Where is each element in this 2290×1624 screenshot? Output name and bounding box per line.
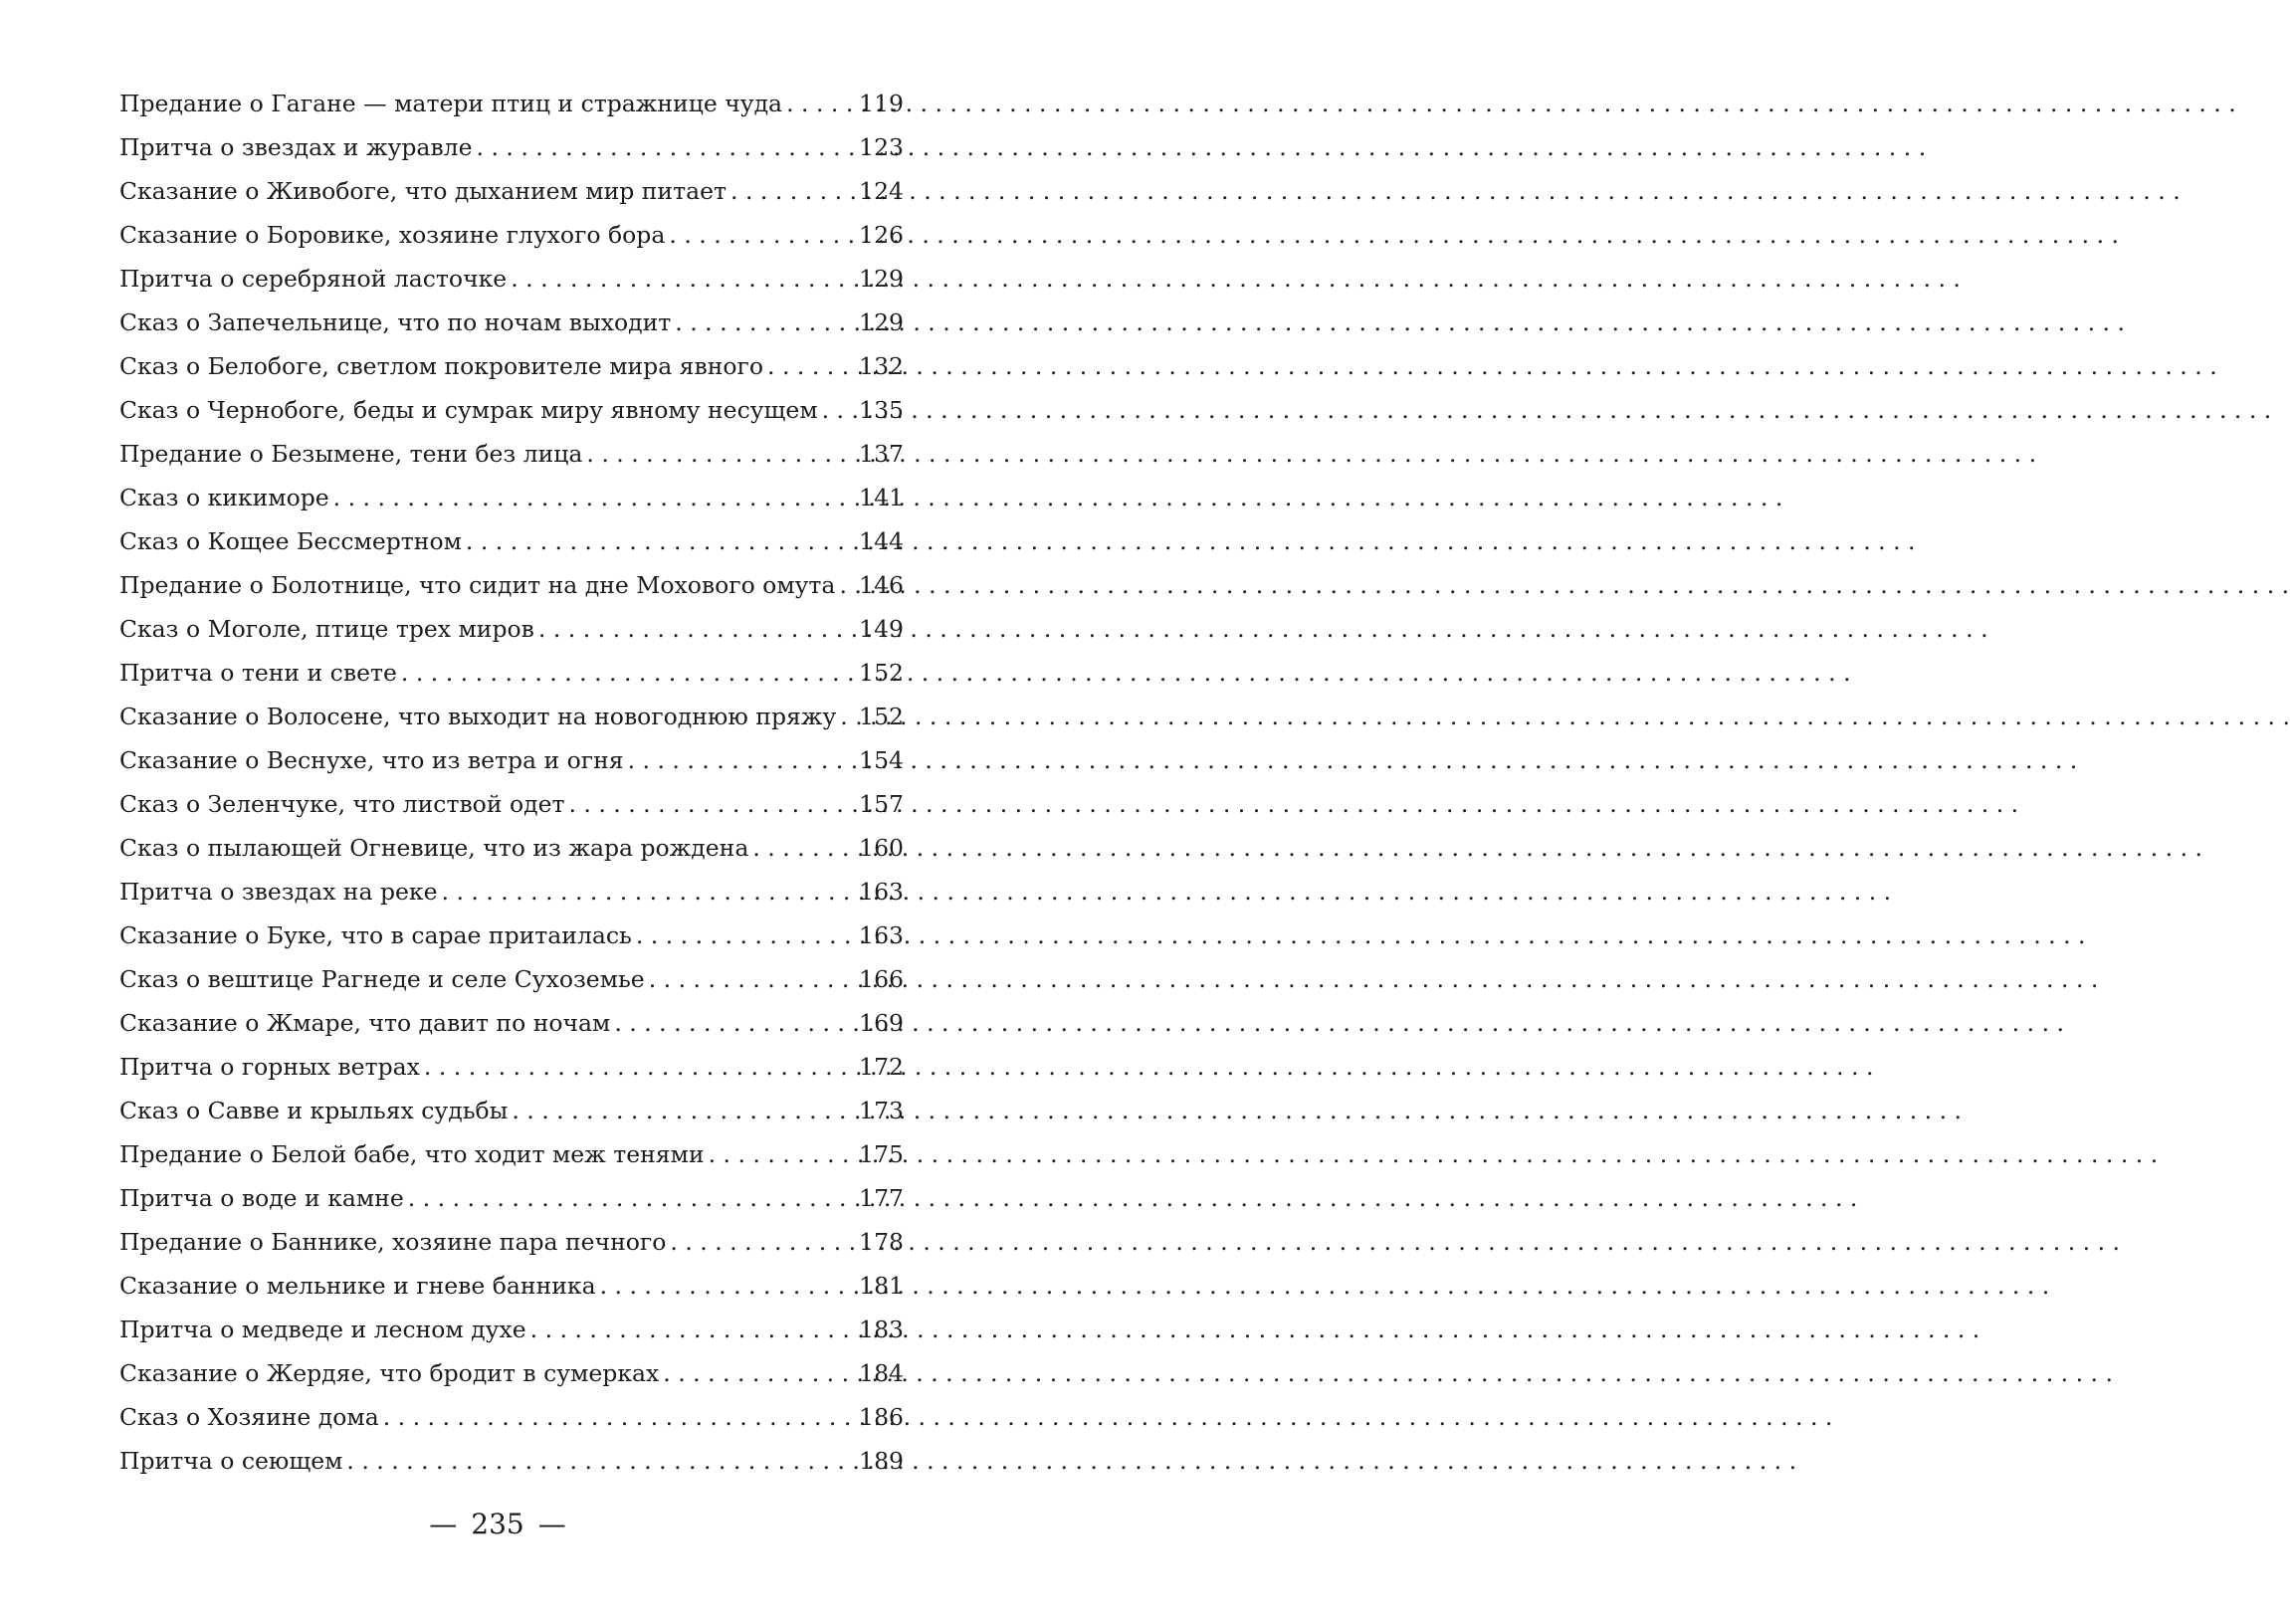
dot-leader xyxy=(748,826,859,870)
toc-entry[interactable] xyxy=(119,388,904,432)
toc-entry-title: Предание о Белой бабе, что ходит меж тенями xyxy=(119,1140,705,1168)
dot-leader xyxy=(342,1439,859,1483)
toc-entry[interactable] xyxy=(119,1308,904,1351)
toc-entry[interactable] xyxy=(119,1351,904,1395)
toc-entry-page-number: 177 xyxy=(859,1184,904,1212)
toc-entry-page-number: 172 xyxy=(859,1053,904,1081)
toc-entry-title: Сказ о Кощее Бессмертном xyxy=(119,527,462,555)
toc-entry-page-number: 160 xyxy=(859,834,904,862)
dot-leader xyxy=(624,738,860,782)
toc-entry[interactable] xyxy=(119,476,904,519)
dot-leader xyxy=(379,1395,859,1439)
toc-entry-page-number: 186 xyxy=(859,1403,904,1431)
toc-entry-page-number: 181 xyxy=(859,1272,904,1300)
toc-entry[interactable] xyxy=(119,82,904,125)
dot-leader xyxy=(665,213,859,257)
dot-leader xyxy=(727,169,859,213)
toc-entry-page-number: 154 xyxy=(859,746,904,774)
toc-entry-page-number: 184 xyxy=(859,1359,904,1387)
toc-entry-page-number: 163 xyxy=(859,921,904,949)
toc-entry[interactable] xyxy=(119,695,904,738)
dot-leader xyxy=(534,607,859,651)
toc-entry-title: Притча о тени и свете xyxy=(119,659,397,687)
dot-leader xyxy=(632,914,859,957)
toc-entry-page-number: 175 xyxy=(859,1140,904,1168)
toc-entry[interactable] xyxy=(119,432,904,476)
dot-leader xyxy=(564,782,859,826)
toc-entry-title: Сказ о Савве и крыльях судьбы xyxy=(119,1097,509,1124)
toc-entry-title: Сказ о Чернобоге, беды и сумрак миру явному несущем xyxy=(119,396,818,424)
toc-entry[interactable] xyxy=(119,301,904,344)
toc-entry[interactable] xyxy=(119,563,904,607)
toc-entry-page-number: 146 xyxy=(859,571,904,599)
toc-entry-page-number: 129 xyxy=(859,265,904,293)
toc-entry-title: Сказ о Белобоге, светлом покровителе мира явного xyxy=(119,352,764,380)
toc-entry-page-number: 189 xyxy=(859,1447,904,1475)
toc-entry[interactable] xyxy=(119,1001,904,1045)
toc-entry[interactable] xyxy=(119,1220,904,1264)
toc-entry-title: Притча о медведе и лесном духе xyxy=(119,1316,526,1343)
dot-leader xyxy=(666,1220,859,1264)
toc-entry[interactable] xyxy=(119,607,904,651)
dot-leader xyxy=(596,1264,860,1308)
folio-dash-left: — xyxy=(429,1508,458,1540)
dot-leader xyxy=(659,1351,859,1395)
toc-entry[interactable] xyxy=(119,1264,904,1308)
toc-entry[interactable] xyxy=(119,782,904,826)
dot-leader xyxy=(610,1001,859,1045)
toc-entry-page-number: 163 xyxy=(859,878,904,906)
dot-leader xyxy=(705,1132,860,1176)
toc-entry-title: Предание о Болотнице, что сидит на дне Мохового омута xyxy=(119,571,836,599)
toc-entry-title: Сказ о Хозяине дома xyxy=(119,1403,379,1431)
toc-entry-page-number: 124 xyxy=(859,177,904,205)
dot-leader xyxy=(671,301,859,344)
toc-entry[interactable] xyxy=(119,344,904,388)
toc-entry-page-number: 126 xyxy=(859,221,904,249)
dot-leader xyxy=(818,388,860,432)
toc-entry[interactable] xyxy=(119,651,904,695)
toc-entry-title: Притча о воде и камне xyxy=(119,1184,404,1212)
dot-leader xyxy=(420,1045,859,1089)
toc-entry[interactable] xyxy=(119,870,904,914)
toc-entry-title: Сказ о кикиморе xyxy=(119,484,329,511)
dot-leader xyxy=(473,125,860,169)
toc-entry-title: Сказание о Жмаре, что давит по ночам xyxy=(119,1009,611,1037)
toc-entry-page-number: 166 xyxy=(859,965,904,993)
toc-entry-title: Сказание о мельнике и гневе банника xyxy=(119,1272,596,1300)
toc-entry-page-number: 123 xyxy=(859,133,904,161)
toc-entry[interactable] xyxy=(119,1176,904,1220)
dot-leader xyxy=(329,476,859,519)
dot-leader xyxy=(508,1089,859,1132)
dot-leader xyxy=(438,870,860,914)
toc-entry-title: Сказ о Запечельнице, что по ночам выходит xyxy=(119,308,672,336)
toc-entry-page-number: 149 xyxy=(859,615,904,643)
dot-leader xyxy=(404,1176,859,1220)
toc-entry[interactable] xyxy=(119,125,904,169)
dot-leader xyxy=(582,432,859,476)
toc-entry[interactable] xyxy=(119,169,904,213)
toc-entry-title: Сказание о Живобоге, что дыханием мир питает xyxy=(119,177,728,205)
dot-leader xyxy=(836,695,859,738)
dot-leader xyxy=(782,82,859,125)
toc-entry-page-number: 157 xyxy=(859,790,904,818)
folio-dash-right: — xyxy=(537,1508,566,1540)
toc-entry-title: Сказание о Жердяе, что бродит в сумерках xyxy=(119,1359,660,1387)
toc-entry[interactable] xyxy=(119,1395,904,1439)
toc-entry[interactable] xyxy=(119,1132,904,1176)
toc-entry[interactable] xyxy=(119,957,904,1001)
toc-entry-title: Предание о Гагане — матери птиц и стражнице чуда xyxy=(119,90,783,117)
toc-entry-title: Сказ о вештице Рагнеде и селе Сухоземье xyxy=(119,965,645,993)
toc-entry[interactable] xyxy=(119,213,904,257)
toc-entry-page-number: 144 xyxy=(859,527,904,555)
dot-leader xyxy=(526,1308,860,1351)
table-of-contents xyxy=(119,82,904,1483)
toc-entry-page-number: 135 xyxy=(859,396,904,424)
toc-entry-title: Притча о горных ветрах xyxy=(119,1053,420,1081)
toc-entry-title: Сказ о пылающей Огневице, что из жара рождена xyxy=(119,834,749,862)
toc-entry[interactable] xyxy=(119,1089,904,1132)
dot-leader xyxy=(835,563,859,607)
toc-entry-title: Притча о сеющем xyxy=(119,1447,343,1475)
toc-entry[interactable] xyxy=(119,1045,904,1089)
page-footer-folio xyxy=(0,1505,995,1544)
toc-entry-page-number: 129 xyxy=(859,308,904,336)
toc-entry[interactable] xyxy=(119,1439,904,1483)
toc-entry-title: Предание о Безымене, тени без лица xyxy=(119,440,583,468)
toc-entry-title: Сказ о Зеленчуке, что листвой одет xyxy=(119,790,565,818)
dot-leader xyxy=(645,957,859,1001)
page-number: 235 xyxy=(471,1508,524,1540)
dot-leader xyxy=(763,344,859,388)
dot-leader xyxy=(462,519,859,563)
toc-entry-title: Притча о звездах на реке xyxy=(119,878,438,906)
toc-entry[interactable] xyxy=(119,914,904,957)
toc-entry-page-number: 141 xyxy=(859,484,904,511)
toc-entry-page-number: 183 xyxy=(859,1316,904,1343)
toc-entry[interactable] xyxy=(119,257,904,301)
toc-entry[interactable] xyxy=(119,738,904,782)
toc-entry-title: Сказание о Боровике, хозяине глухого бора xyxy=(119,221,666,249)
toc-entry-page-number: 132 xyxy=(859,352,904,380)
toc-entry-page-number: 137 xyxy=(859,440,904,468)
toc-entry-title: Сказание о Буке, что в сарае притаилась xyxy=(119,921,632,949)
toc-entry-page-number: 152 xyxy=(859,703,904,730)
toc-entry-title: Сказание о Веснухе, что из ветра и огня xyxy=(119,746,624,774)
dot-leader xyxy=(397,651,859,695)
toc-entry-page-number: 169 xyxy=(859,1009,904,1037)
toc-entry-page-number: 178 xyxy=(859,1228,904,1256)
toc-entry-page-number: 119 xyxy=(859,90,904,117)
toc-entry[interactable] xyxy=(119,519,904,563)
toc-entry-title: Предание о Баннике, хозяине пара печного xyxy=(119,1228,667,1256)
toc-entry-page-number: 173 xyxy=(859,1097,904,1124)
toc-entry-title: Притча о звездах и журавле xyxy=(119,133,473,161)
toc-entry-title: Сказ о Моголе, птице трех миров xyxy=(119,615,534,643)
toc-entry[interactable] xyxy=(119,826,904,870)
toc-entry-page-number: 152 xyxy=(859,659,904,687)
dot-leader xyxy=(507,257,859,301)
toc-entry-title: Сказание о Волосене, что выходит на новогоднюю пряжу xyxy=(119,703,837,730)
toc-entry-title: Притча о серебряной ласточке xyxy=(119,265,508,293)
